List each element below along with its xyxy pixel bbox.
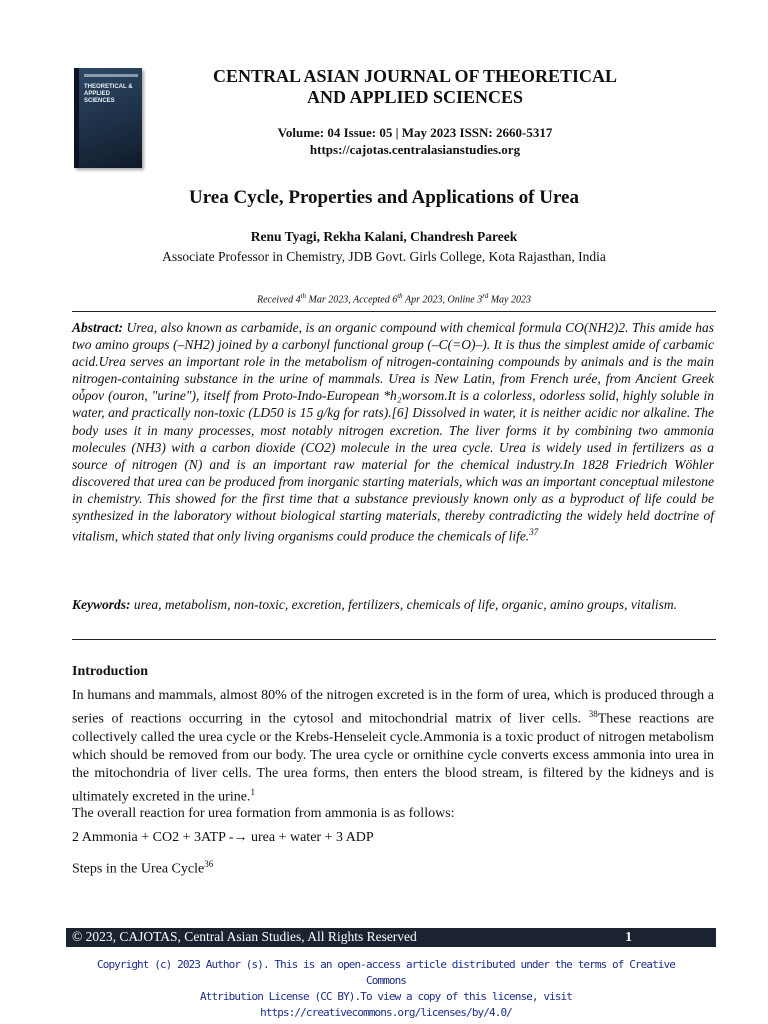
journal-title-line-2: AND APPLIED SCIENCES bbox=[306, 87, 524, 107]
introduction-heading: Introduction bbox=[72, 664, 148, 679]
paper-authors: Renu Tyagi, Rekha Kalani, Chandresh Pareek bbox=[250, 229, 518, 244]
journal-issue-info bbox=[115, 124, 715, 158]
accepted-date-text: Mar 2023, Accepted 6 bbox=[306, 294, 398, 306]
footer-bar bbox=[66, 928, 716, 947]
abstract-text: Urea, also known as carbamide, is an organic compound with chemical formula CO(NH2)2. This amide has two amino groups (–NH2) joined by a carbonyl functional group (–C(=O)–). It is thus the simplest amide of carbamic acid.Urea serves an important role in the metabolism of nitrogen-containing compounds by animals and is the main nitrogen-containing substance in the urine of mammals. Urea is New Latin, from French urée, from Ancient Greek οὖρον (ouron, "urine"), itself from Proto-Indo-European *h₂worsom.It is a colorless, odorless solid, highly soluble in water, and practically non-toxic (LD50 is 15 g/kg for rats).[6] Dissolved in water, it is neither acidic nor alkaline. The body uses it in many processes, most notably nitrogen excretion. The liver forms it by combining two ammonia molecules (NH3) with a carbon dioxide (CO2) molecule in the urea cycle. Urea is widely used in fertilizers as a source of nitrogen (N) and is an important raw material for the chemical industry.In 1828 Friedrich Wöhler discovered that urea can be produced from inorganic starting materials, which was an important conceptual milestone in chemistry. This showed for the first time that a substance previously known only as a byproduct of life could be synthesized in the laboratory without biological starting materials, thereby contradicting the widely held doctrine of vitalism, which stated that only living organisms could produce the chemicals of life. bbox=[72, 320, 714, 544]
abstract-reference[interactable]: 37 bbox=[529, 527, 539, 538]
cover-spine bbox=[74, 68, 79, 168]
journal-title bbox=[115, 66, 715, 108]
keywords-divider bbox=[72, 639, 716, 640]
abstract bbox=[72, 319, 714, 545]
volume-issn: Volume: 04 Issue: 05 | May 2023 ISSN: 2660-5317 bbox=[277, 125, 553, 140]
license-line-1: Copyright (c) 2023 Author (s). This is an open-access article distributed under the terms of Creative Commons bbox=[97, 958, 675, 987]
intro-reference-38[interactable]: 38 bbox=[588, 709, 598, 720]
introduction-paragraph-1 bbox=[72, 687, 714, 807]
online-date-suffix: rd bbox=[482, 292, 489, 300]
reaction-equation: 2 Ammonia + CO2 + 3ATP -→ urea + water + 3 ADP bbox=[72, 830, 374, 845]
license-line-2[interactable]: Attribution License (CC BY).To view a copy of this license, visit https://creativecommons.org/licenses/by/4.0/ bbox=[200, 990, 572, 1019]
license-notice bbox=[76, 957, 696, 1021]
received-dates bbox=[0, 292, 768, 305]
urea-cycle-steps-heading bbox=[72, 855, 714, 879]
keywords bbox=[72, 596, 714, 613]
steps-reference[interactable]: 36 bbox=[204, 859, 214, 869]
accepted-date-suffix: th bbox=[397, 292, 403, 300]
footer-copyright: © 2023, CAJOTAS, Central Asian Studies, All Rights Reserved bbox=[72, 929, 417, 944]
online-date-text: Apr 2023, Online 3 bbox=[402, 294, 483, 306]
paper-title: Urea Cycle, Properties and Applications of Urea bbox=[189, 187, 579, 208]
received-date-text: Received 4 bbox=[257, 294, 301, 306]
abstract-label: Abstract: bbox=[72, 320, 124, 335]
received-date-suffix: th bbox=[300, 292, 307, 300]
author-affiliation: Associate Professor in Chemistry, JDB Govt. Girls College, Kota Rajasthan, India bbox=[162, 249, 606, 264]
journal-title-line-1: CENTRAL ASIAN JOURNAL OF THEORETICAL bbox=[212, 66, 618, 86]
intro-text-b: These reactions are collectively called the urea cycle or the Krebs-Henseleit cycle.Ammonia is a toxic product of nitrogen metabolism which should be removed from our body. The urea cycle or ornithine cycle converts excess ammonia into urea in the mitochondria of liver cells. The urea forms, then enters the blood stream, is filtered by the kidneys and is ultimately excreted in the urine. bbox=[72, 711, 714, 805]
journal-url[interactable]: https://cajotas.centralasianstudies.org bbox=[309, 142, 521, 157]
page-number: 1 bbox=[625, 929, 632, 944]
header-divider bbox=[72, 311, 716, 312]
introduction-paragraph-2: The overall reaction for urea formation from ammonia is as follows: bbox=[72, 806, 455, 821]
keywords-text: urea, metabolism, non-toxic, excretion, fertilizers, chemicals of life, organic, amino groups, vitalism. bbox=[130, 597, 678, 612]
intro-text-a: In humans and mammals, almost 80% of the nitrogen excreted is in the form of urea, which is produced through a series of reactions occurring in the cytosol and mitochondrial matrix of liver cells. bbox=[72, 688, 714, 727]
intro-reference-1[interactable]: 1 bbox=[250, 787, 255, 798]
keywords-label: Keywords: bbox=[72, 597, 131, 612]
steps-text: Steps in the Urea Cycle bbox=[72, 861, 205, 877]
online-date-month: May 2023 bbox=[488, 294, 531, 306]
cover-title-text: THEORETICAL & APPLIED SCIENCES bbox=[84, 84, 133, 104]
